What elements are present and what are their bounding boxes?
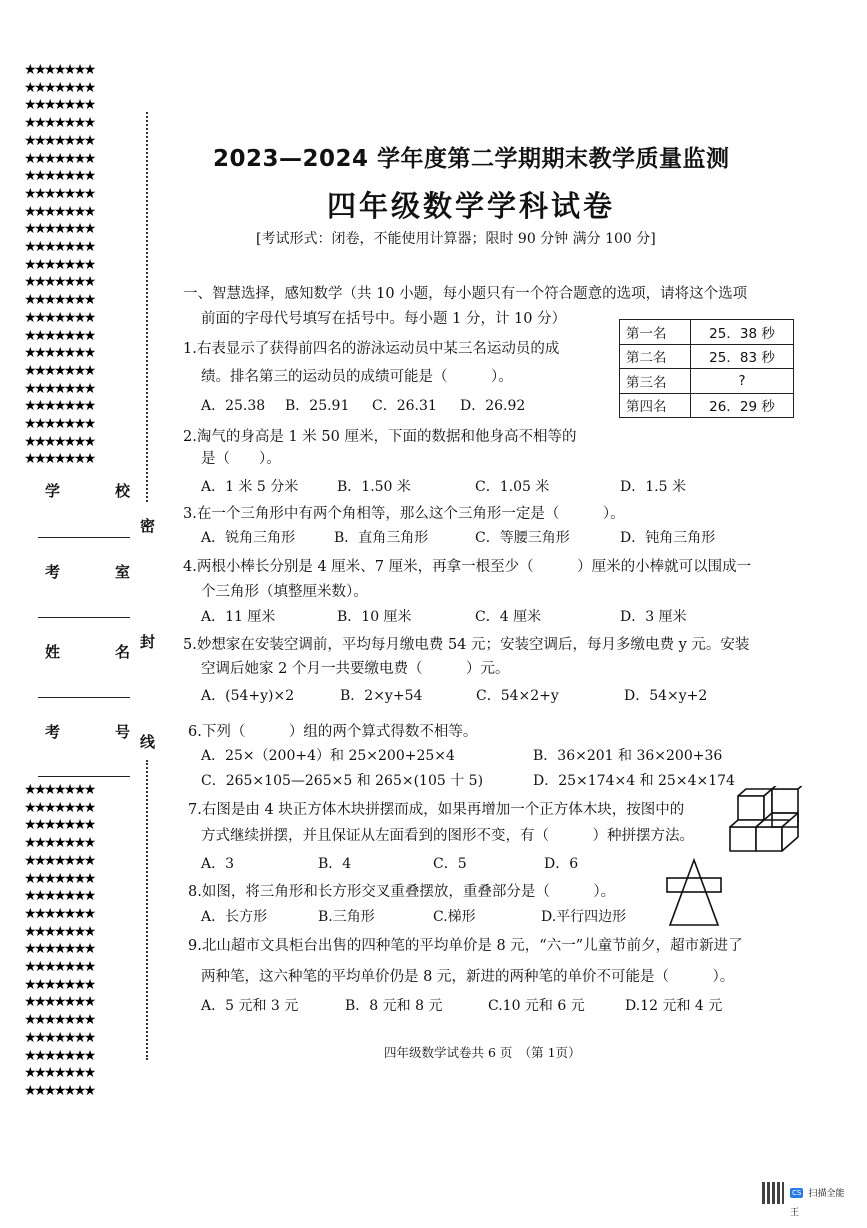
q8-option-d[interactable]: D.平行四边形 (541, 909, 627, 925)
q7-option-d[interactable]: D．6 (544, 856, 579, 872)
q5-text-2: 空调后她家 2 个月一共要缴电费（ ）元。 (201, 661, 510, 677)
field-room: 考 室 (45, 563, 130, 581)
seal-char-feng: 封 (140, 633, 156, 651)
table-row: 第三名 ? (620, 369, 794, 394)
seal-char-xian: 线 (140, 733, 156, 751)
q7-text-2: 方式继续拼摆，并且保证从左面看到的图形不变，有（ ）种拼摆方法。 (201, 828, 694, 844)
q1-option-b[interactable]: B．25.91 (285, 398, 350, 414)
q9-option-a[interactable]: A．5 元和 3 元 (201, 998, 299, 1014)
page-footer: 四年级数学试卷共 6 页 （第 1页） (384, 1045, 581, 1060)
q5-option-b[interactable]: B．2×y+54 (340, 688, 423, 704)
q7-text-1: 7.右图是由 4 块正方体木块拼摆而成，如果再增加一个正方体木块，按图中的 (188, 802, 685, 818)
q3-option-c[interactable]: C．等腰三角形 (475, 530, 570, 546)
field-room-line[interactable] (38, 617, 130, 618)
q1-text-2: 绩。排名第三的运动员的成绩可能是（ ）。 (201, 369, 513, 385)
table-row: 第二名 25．83 秒 (620, 344, 794, 369)
q4-text-1: 4.两根小棒长分别是 4 厘米、7 厘米，再拿一根至少（ ）厘米的小棒就可以围成一 (183, 559, 752, 575)
table-row: 第四名 26．29 秒 (620, 393, 794, 418)
q4-option-d[interactable]: D．3 厘米 (620, 609, 687, 625)
field-name: 姓 名 (45, 643, 130, 661)
q2-option-b[interactable]: B．1.50 米 (337, 479, 411, 495)
q8-option-b[interactable]: B.三角形 (318, 909, 375, 925)
q4-option-b[interactable]: B．10 厘米 (337, 609, 412, 625)
q2-option-c[interactable]: C．1.05 米 (475, 479, 550, 495)
rank-table (619, 319, 794, 418)
q6-option-a[interactable]: A．25×（200+4）和 25×200+25×4 (201, 748, 455, 764)
section-heading-line2: 前面的字母代号填写在括号中。每小题 1 分，计 10 分） (201, 311, 567, 327)
subject-title: 四年级数学学科试卷 (327, 189, 616, 223)
q7-option-a[interactable]: A．3 (201, 856, 235, 872)
q2-text-2: 是（ ）。 (201, 451, 281, 467)
q5-option-a[interactable]: A．(54+y)×2 (201, 688, 295, 704)
q6-option-b[interactable]: B．36×201 和 36×200+36 (533, 748, 723, 764)
seal-dotted-line-top (146, 112, 148, 502)
binding-stars-bottom: ★★★★★★★ ★★★★★★★ ★★★★★★★ ★★★★★★★ ★★★★★★★ ★★★★★★★ ★★★★★★★ ★★★★★★★ ★★★★★★★ ★★★★★★★ ★★★★★★★ ★★★★★★★ ★★★★★★★ ★★★★★★★ ★★★★★★★ ★★★★★★★ ★★★★★★★ ★★★★★★★ (24, 782, 94, 1099)
q8-option-a[interactable]: A．长方形 (201, 909, 268, 925)
section-heading-line1: 一、智慧选择，感知数学（共 10 小题，每小题只有一个符合题意的选项，请将这个选项 (183, 286, 748, 302)
q4-option-c[interactable]: C．4 厘米 (475, 609, 542, 625)
q3-option-a[interactable]: A．锐角三角形 (201, 530, 296, 546)
field-number-line[interactable] (38, 776, 130, 777)
q4-option-a[interactable]: A．11 厘米 (201, 609, 276, 625)
cube-figure (726, 786, 802, 856)
q6-option-d[interactable]: D．25×174×4 和 25×4×174 (533, 773, 735, 789)
q1-option-a[interactable]: A．25.38 (201, 398, 266, 414)
q8-text-1: 8.如图，将三角形和长方形交叉重叠摆放，重叠部分是（ ）。 (188, 884, 616, 900)
scanner-logo-icon: CS (792, 1188, 802, 1197)
q9-text-2: 两种笔，这六种笔的平均单价仍是 8 元，新进的两种笔的单价不可能是（ ）。 (201, 969, 735, 985)
field-school-line[interactable] (38, 537, 130, 538)
q2-text-1: 2.淘气的身高是 1 米 50 厘米，下面的数据和他身高不相等的 (183, 429, 577, 445)
q9-option-d[interactable]: D.12 元和 4 元 (625, 998, 723, 1014)
q5-option-c[interactable]: C．54×2+y (476, 688, 559, 704)
scanner-name: 扫描全能王 (790, 1189, 845, 1218)
q1-option-d[interactable]: D．26.92 (460, 398, 526, 414)
binding-stars-top: ★★★★★★★ ★★★★★★★ ★★★★★★★ ★★★★★★★ ★★★★★★★ ★★★★★★★ ★★★★★★★ ★★★★★★★ ★★★★★★★ ★★★★★★★ ★★★★★★★ ★★★★★★★ ★★★★★★★ ★★★★★★★ ★★★★★★★ ★★★★★★★ ★★★★★★★ ★★★★★★★ ★★★★★★★ ★★★★★★★ ★★★★★★★ ★★★★★★★ ★★★★★★★ (24, 62, 94, 468)
q4-text-2: 个三角形（填整厘米数）。 (201, 584, 368, 600)
q5-option-d[interactable]: D．54×y+2 (624, 688, 708, 704)
q9-text-1: 9.北山超市文具柜台出售的四种笔的平均单价是 8 元，“六一”儿童节前夕，超市新进了 (188, 938, 743, 954)
field-number: 考 号 (45, 723, 130, 741)
q1-option-c[interactable]: C．26.31 (372, 398, 437, 414)
field-school: 学 校 (45, 482, 130, 500)
q2-option-a[interactable]: A．1 米 5 分米 (201, 479, 299, 495)
q1-text-1: 1.右表显示了获得前四名的游泳运动员中某三名运动员的成 (183, 341, 560, 357)
exam-info: [考试形式：闭卷，不能使用计算器；限时 90 分钟 满分 100 分] (256, 231, 656, 247)
q8-option-c[interactable]: C.梯形 (433, 909, 476, 925)
q9-option-c[interactable]: C.10 元和 6 元 (488, 998, 585, 1014)
table-row: 第一名 25．38 秒 (620, 320, 794, 345)
q5-text-1: 5.妙想家在安装空调前，平均每月缴电费 54 元；安装空调后，每月多缴电费 y 元。安装 (183, 637, 750, 653)
q9-option-b[interactable]: B．8 元和 8 元 (345, 998, 443, 1014)
field-name-line[interactable] (38, 697, 130, 698)
exam-title: 2023—2024 学年度第二学期期末教学质量监测 (213, 146, 730, 172)
q6-text-1: 6.下列（ ）组的两个算式得数不相等。 (188, 724, 478, 740)
q3-text-1: 3.在一个三角形中有两个角相等，那么这个三角形一定是（ ）。 (183, 506, 625, 522)
seal-char-mi: 密 (140, 517, 156, 535)
q2-option-d[interactable]: D．1.5 米 (620, 479, 686, 495)
q6-option-c[interactable]: C．265×105—265×5 和 265×(105 十 5) (201, 773, 484, 789)
seal-dotted-line-bottom (146, 760, 148, 1060)
qr-code-icon (762, 1182, 784, 1204)
q3-option-d[interactable]: D．钝角三角形 (620, 530, 716, 546)
q7-option-c[interactable]: C．5 (433, 856, 467, 872)
triangle-rectangle-figure (665, 858, 723, 928)
q7-option-b[interactable]: B．4 (318, 856, 352, 872)
q3-option-b[interactable]: B．直角三角形 (334, 530, 429, 546)
scanner-watermark (790, 1182, 850, 1218)
